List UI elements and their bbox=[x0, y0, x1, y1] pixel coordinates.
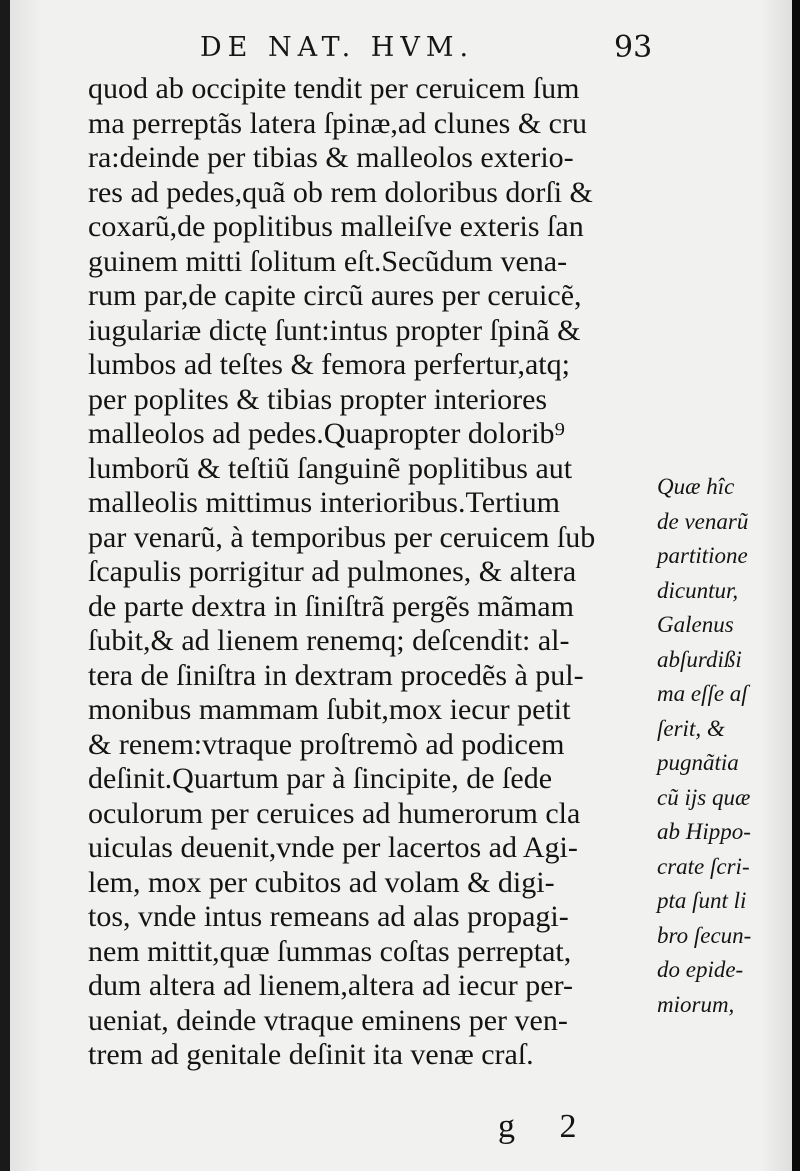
page-number: 93 bbox=[614, 30, 653, 65]
main-text-block bbox=[88, 72, 668, 1073]
marginal-note bbox=[657, 470, 792, 1022]
text-line: ra:deinde per tibias & malleolos exterio- bbox=[88, 141, 574, 174]
text-line: malleolos ad pedes.Quapropter dolorib⁹ bbox=[88, 417, 565, 450]
marginal-line: ab Hippo- bbox=[657, 819, 751, 844]
text-line: lumborũ & teſtiũ ſanguinẽ poplitibus aut bbox=[88, 451, 573, 485]
marginal-line: pta ſunt li bbox=[657, 888, 747, 913]
text-line: nem mittit,quæ ſummas coſtas perreptat, bbox=[88, 934, 572, 968]
marginal-line: abſurdißi bbox=[657, 646, 742, 672]
marginal-line: dicuntur, bbox=[657, 577, 739, 603]
text-line: iugulariæ dictę ſunt:intus propter ſpinã & bbox=[88, 313, 581, 347]
text-line: oculorum per ceruices ad humerorum cla bbox=[88, 796, 581, 830]
marginal-line: miorum, bbox=[657, 991, 735, 1017]
marginal-line: pugnãtia bbox=[657, 750, 739, 775]
page-edge-shadow bbox=[792, 0, 800, 1171]
text-line: ſcapulis porrigitur ad pulmones, & altera bbox=[88, 555, 577, 588]
marginal-line: partitione bbox=[657, 543, 748, 568]
marginal-line: crate ſcri- bbox=[657, 853, 750, 879]
text-line: uiculas deuenit,vnde per lacertos ad Agi- bbox=[88, 831, 578, 864]
text-line: quod ab occipite tendit per ceruicem ſum bbox=[88, 72, 580, 105]
text-line: dum altera ad lienem,altera ad iecur per- bbox=[88, 969, 573, 1002]
marginal-line: ma eſſe aſ bbox=[657, 681, 748, 706]
marginal-line: bro ſecun- bbox=[657, 922, 752, 948]
text-line: ueniat, deinde vtraque eminens per ven- bbox=[88, 1003, 568, 1037]
text-line: coxarũ,de poplitibus malleiſve exteris ſan bbox=[88, 210, 584, 243]
text-line: de parte dextra in ſiniſtrã pergẽs mãmam bbox=[88, 589, 574, 623]
text-line: ma perreptãs latera ſpinæ,ad clunes & cru bbox=[88, 106, 587, 140]
marginal-line: do epide- bbox=[657, 957, 744, 982]
marginal-line: Quæ hîc bbox=[657, 474, 735, 499]
text-line: monibus mammam ſubit,mox iecur petit bbox=[88, 693, 571, 726]
text-line: malleolis mittimus interioribus.Tertium bbox=[88, 486, 561, 519]
marginal-line: de venarũ bbox=[657, 508, 749, 534]
text-line: res ad pedes,quã ob rem doloribus dorſi & bbox=[88, 175, 593, 209]
marginal-line: Galenus bbox=[657, 612, 734, 637]
marginal-line: cũ ijs quæ bbox=[657, 784, 751, 810]
book-page bbox=[10, 0, 792, 1171]
text-line: deſinit.Quartum par à ſincipite, de ſede bbox=[88, 762, 553, 795]
text-line: & renem:vtraque proſtremò ad podicem bbox=[88, 727, 565, 761]
text-line: tera de ſiniſtra in dextram procedẽs à pul- bbox=[88, 658, 584, 692]
text-line: lumbos ad teſtes & femora perfertur,atq; bbox=[88, 348, 570, 381]
text-line: trem ad genitale deſinit ita venæ craſ. bbox=[88, 1038, 534, 1071]
running-head: DE NAT. HVM. bbox=[200, 32, 475, 63]
text-line: tos, vnde intus remeans ad alas propagi- bbox=[88, 900, 569, 933]
marginal-line: ſerit, & bbox=[657, 715, 725, 741]
text-line: guinem mitti ſolitum eſt.Secũdum vena- bbox=[88, 244, 568, 278]
text-line: ſubit,& ad lienem renemq; deſcendit: al- bbox=[88, 624, 570, 657]
text-line: lem, mox per cubitos ad volam & digi- bbox=[88, 865, 555, 899]
text-line: rum par,de capite circũ aures per ceruicẽ, bbox=[88, 279, 582, 312]
text-line: par venarũ, à temporibus per ceruicem ſub bbox=[88, 520, 596, 554]
text-line: per poplites & tibias propter interiores bbox=[88, 382, 548, 416]
signature-mark: g 2 bbox=[498, 1108, 595, 1145]
